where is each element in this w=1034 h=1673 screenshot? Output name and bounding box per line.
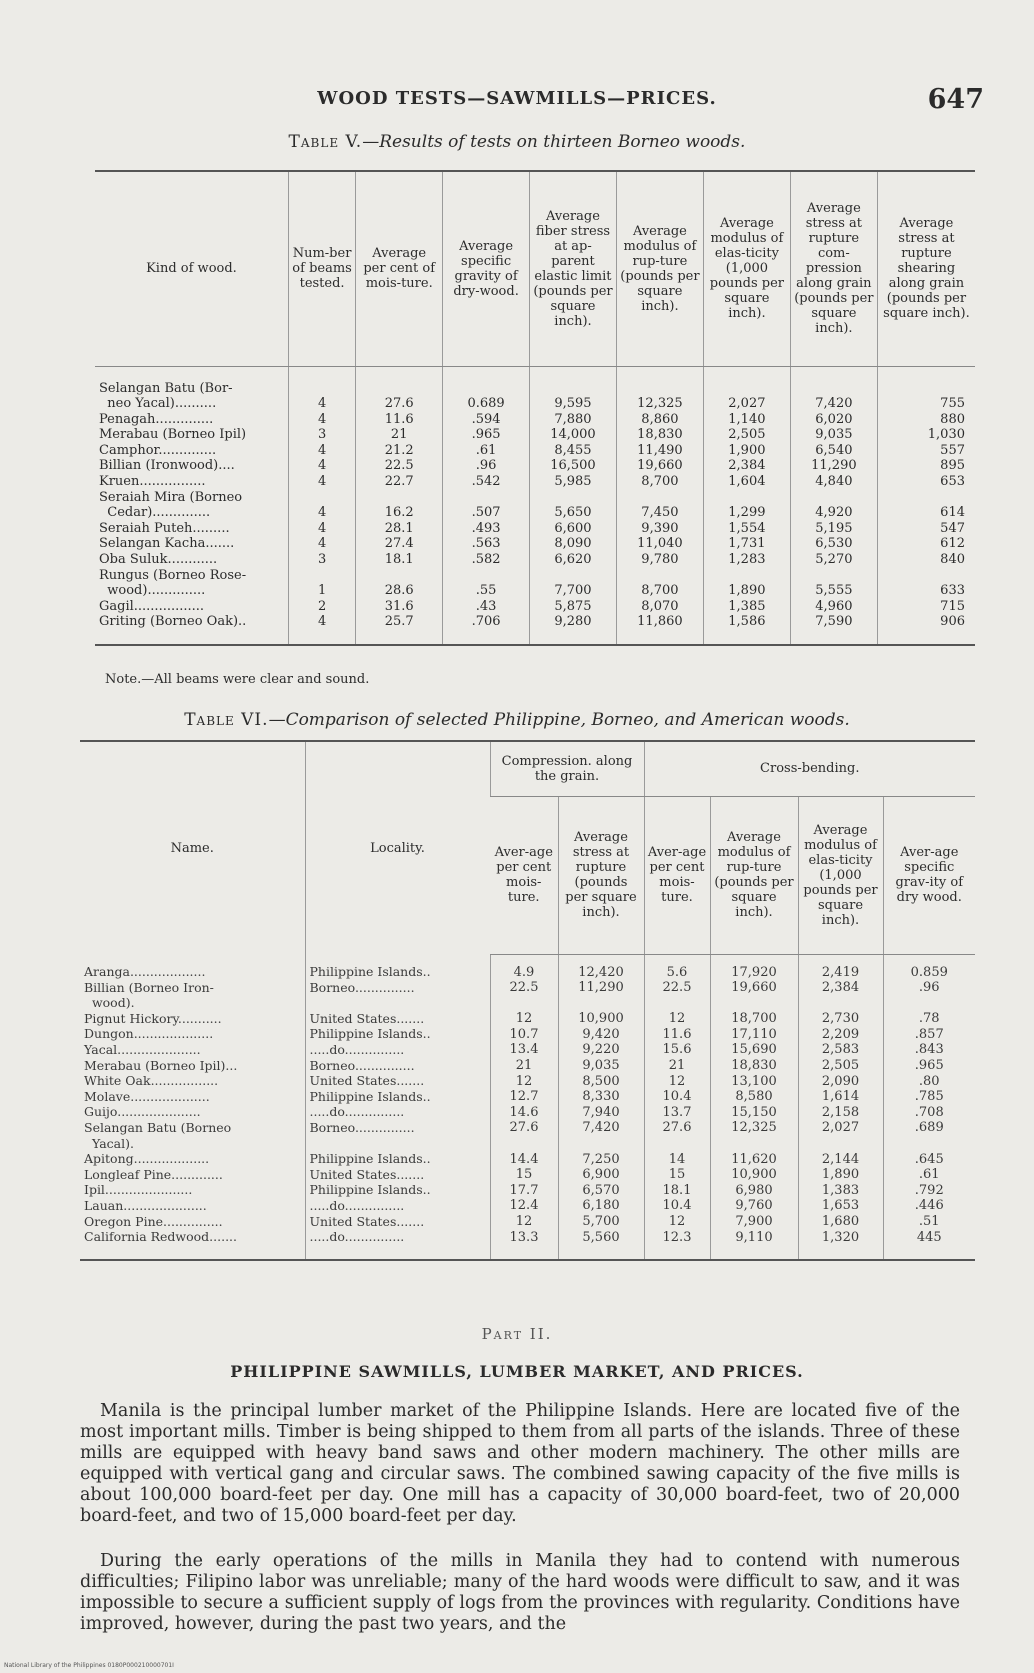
table5-shearing: 755 880 1,030 557 895 653 614 547 612 840 633 715 906 — [877, 366, 975, 645]
part-heading: Part II. — [481, 1325, 553, 1343]
table6-rupture: 17,920 19,660 18,700 17,110 15,690 18,830 13,100 8,580 15,150 12,325 11,620 10,900 6,980 9,760 7,900 9,110 — [710, 954, 798, 1260]
table6-names: Aranga................... Billian (Borneo Iron- wood). Pignut Hickory........... Dungon.................... Yacal..................... Merabau (Borneo Ipil)... White Oak................. Molave.................... Guijo..................... Selangan Batu (Borneo Yacal). Apitong................... Longleaf Pine............. Ipil...................... Lauan..................... Oregon Pine............... California Redwood....... — [84, 964, 238, 1245]
table5-fiber: 9,595 7,880 14,000 8,455 16,500 5,985 5,650 6,600 8,090 6,620 7,700 5,875 9,280 — [530, 366, 617, 645]
table5-label: Table V. — [288, 132, 363, 152]
table5-header-compression: Average stress at rupture com-pression along grain (pounds per square inch). — [790, 171, 877, 366]
table6-title: —Comparison of selected Philippine, Borneo, and American woods. — [268, 710, 850, 730]
table6-caption — [0, 710, 1034, 730]
table5-names: Selangan Batu (Bor- neo Yacal).......... Penagah.............. Merabau (Borneo Ipil) Camphor.............. Billian (Ironwood).... Kruen................ Seraiah Mira (Borneo Cedar).............. Seraiah Puteh......... Selangan Kacha....... Oba Suluk............ Rungus (Borneo Rose- wood).............. Gagil................. Griting (Borneo Oak).. — [99, 380, 247, 630]
table5-header-fiber: Average fiber stress at ap-parent elastic limit (pounds per square inch). — [530, 171, 617, 366]
table6-elasticity: 2,419 2,384 2,730 2,209 2,583 2,505 2,090 1,614 2,158 2,027 2,144 1,890 1,383 1,653 1,680 1,320 — [798, 954, 883, 1260]
table6-stress: 12,420 11,290 10,900 9,420 9,220 9,035 8,500 8,330 7,940 7,420 7,250 6,900 6,570 6,180 5,700 5,560 — [558, 954, 644, 1260]
table6-gravity: 0.859 .96 .78 .857 .843 .965 .80 .785 .708 .689 .645 .61 .792 .446 .51 445 — [883, 954, 975, 1260]
table6-header-locality: Locality. — [305, 741, 490, 954]
table5 — [95, 170, 975, 646]
table6-moist2: 5.6 22.5 12 11.6 15.6 21 12 10.4 13.7 27.6 14 15 18.1 10.4 12 12.3 — [644, 954, 710, 1260]
running-head: WOOD TESTS—SAWMILLS—PRICES. — [317, 88, 717, 109]
table6-group-compression: Compression. along the grain. — [490, 741, 644, 796]
table6-label: Table VI. — [184, 710, 269, 730]
table5-elasticity: 2,027 1,140 2,505 1,900 2,384 1,604 1,299 1,554 1,731 1,283 1,890 1,385 1,586 — [703, 366, 790, 645]
table5-note: Note.—All beams were clear and sound. — [105, 672, 370, 687]
table5-header-gravity: Average specific gravity of dry-wood. — [443, 171, 530, 366]
table5-beams: 4 4 3 4 4 4 4 4 4 3 1 2 4 — [288, 366, 355, 645]
table6-header-stress: Average stress at rupture (pounds per square inch). — [558, 796, 644, 954]
table6-header-name: Name. — [170, 840, 214, 856]
table6-header-elasticity: Average modulus of elas-ticity (1,000 pounds per square inch). — [798, 796, 883, 954]
section-title: PHILIPPINE SAWMILLS, LUMBER MARKET, AND PRICES. — [230, 1362, 804, 1381]
footer-credit: National Library of the Philippines 0180P000210000701I — [4, 1662, 174, 1669]
table6 — [80, 740, 975, 1261]
table6-header-moist1: Aver-age per cent mois-ture. — [490, 796, 558, 954]
table6-header-rupture: Average modulus of rup-ture (pounds per square inch). — [710, 796, 798, 954]
table5-header-elasticity: Average modulus of elas-ticity (1,000 pounds per square inch). — [703, 171, 790, 366]
table5-caption — [0, 132, 1034, 152]
paragraph-2: During the early operations of the mills in Manila they had to contend with numerous difficulties; Filipino labor was unreliable; many of the hard woods were difficult to saw, and it was impossible to secure a sufficient supply of logs from the provinces with regularity. Conditions have improved, however, during the past two years, and the — [80, 1551, 960, 1634]
table5-rupture: 12,325 8,860 18,830 11,490 19,660 8,700 7,450 9,390 11,040 9,780 8,700 8,070 11,860 — [616, 366, 703, 645]
table5-header-rupture: Average modulus of rup-ture (pounds per square inch). — [616, 171, 703, 366]
table5-header-shearing: Average stress at rupture shearing along grain (pounds per square inch). — [877, 171, 975, 366]
page-number: 647 — [927, 84, 984, 115]
table5-compression: 7,420 6,020 9,035 6,540 11,290 4,840 4,920 5,195 6,530 5,270 5,555 4,960 7,590 — [790, 366, 877, 645]
table6-localities: Philippine Islands.. Borneo............... United States....... Philippine Islands.. .....do............... Borneo............... United States....... Philippine Islands.. .....do............... Borneo............... Philippine Islands.. United States....... Philippine Islands.. .....do............... United States....... .....do............... — [305, 954, 490, 1260]
table6-group-bending: Cross-bending. — [644, 741, 975, 796]
table5-title: —Results of tests on thirteen Borneo woods. — [362, 132, 746, 152]
table5-header-kind: Kind of wood. — [95, 171, 288, 366]
table6-header-moist2: Aver-age per cent mois-ture. — [644, 796, 710, 954]
table5-header-moisture: Average per cent of mois-ture. — [356, 171, 443, 366]
table5-header-beams: Num-ber of beams tested. — [288, 171, 355, 366]
table5-gravity: 0.689 .594 .965 .61 .96 .542 .507 .493 .563 .582 .55 .43 .706 — [443, 366, 530, 645]
paragraph-1: Manila is the principal lumber market of the Philippine Islands. Here are located five of the most important mills. Timber is being shipped to them from all parts of the islands. Three of these mills are equipped with heavy band saws and other modern machinery. The other mills are equipped with vertical gang and circular saws. The combined sawing capacity of the five mills is about 100,000 board-feet per day. One mill has a capacity of 30,000 board-feet, two of 20,000 board-feet, and two of 15,000 board-feet per day. — [80, 1401, 960, 1526]
table5-moisture: 27.6 11.6 21 21.2 22.5 22.7 16.2 28.1 27.4 18.1 28.6 31.6 25.7 — [356, 366, 443, 645]
table6-header-gravity: Aver-age specific grav-ity of dry wood. — [883, 796, 975, 954]
table6-moist1: 4.9 22.5 12 10.7 13.4 21 12 12.7 14.6 27.6 14.4 15 17.7 12.4 12 13.3 — [490, 954, 558, 1260]
